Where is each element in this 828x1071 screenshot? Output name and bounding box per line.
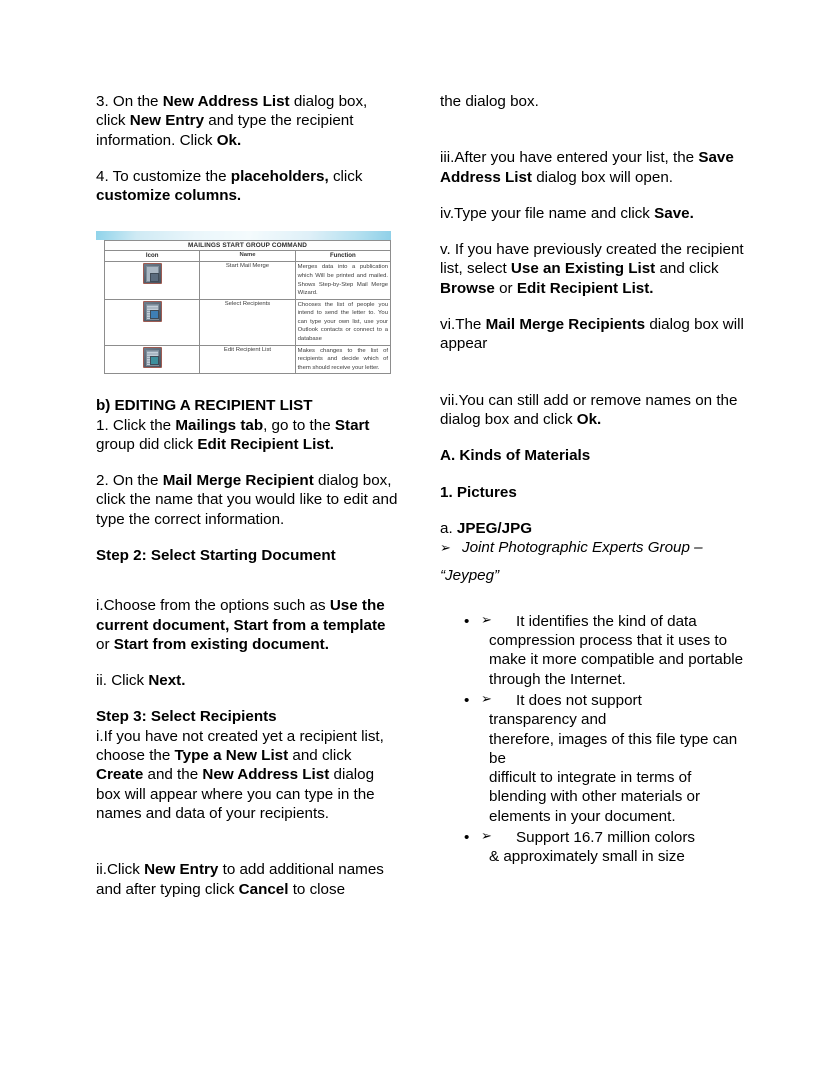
- cell-icon: [105, 299, 200, 345]
- text-seg: vi.The: [440, 316, 486, 334]
- jpeg-nickname-line: [440, 566, 744, 585]
- bold-mail-merge-recipient: Mail Merge Recipient: [162, 472, 314, 490]
- edit-mark: [150, 356, 159, 365]
- spacer: [440, 603, 744, 612]
- bold-edit-recipient-list: Edit Recipient List.: [197, 435, 335, 453]
- bold-start: Start: [334, 416, 370, 434]
- bold-mail-merge-recipients: Mail Merge Recipients: [485, 316, 646, 334]
- merge-mark: [150, 273, 159, 282]
- cell-function: Makes changes to the list of recipients and decide which of them should receive your letter.: [295, 345, 390, 374]
- paragraph-step2-ii: [96, 671, 399, 690]
- paragraph-vi: [440, 315, 744, 354]
- list-item-rest-line-1: transparency and: [489, 711, 607, 729]
- text-seg: iii.After you have entered your list, the: [440, 149, 699, 167]
- cell-icon: [105, 345, 200, 374]
- heading-step-2: Step 2: Select Starting Document: [96, 546, 336, 564]
- list-item-rest: & approximately small in size: [489, 848, 685, 866]
- text-seg: or: [494, 279, 517, 297]
- text-seg: and type the recipient information. Click: [96, 112, 354, 149]
- figure-top-banner: [96, 231, 391, 240]
- bullet-dot-icon: •: [464, 691, 470, 709]
- text-seg: i.Choose from the options such as: [96, 597, 330, 615]
- cell-function: Merges data into a publication which Will be printed and mailed. Shows Step-by-Step Mail Merge Wizard.: [295, 262, 390, 299]
- table-row: [105, 345, 391, 374]
- list-item-text: [489, 612, 744, 689]
- list-item-text: [489, 691, 744, 826]
- list-item-text: [489, 828, 744, 867]
- mail-merge-icon: [143, 263, 162, 284]
- text-seg: , go to the: [263, 416, 335, 434]
- edit-recipient-list-icon: [143, 347, 162, 368]
- list-item-first-line: It identifies the kind of data: [516, 612, 697, 630]
- jpeg-feature-list: [440, 612, 744, 867]
- list-item-rest-line-3: difficult to integrate in terms of blending with other materials or elements in your document.: [489, 769, 701, 825]
- paragraph-continuation: the dialog box.: [440, 93, 539, 110]
- figure-mailings-start-group-table: [96, 231, 391, 374]
- heading-kinds-of-materials: A. Kinds of Materials: [440, 447, 591, 465]
- bold-cancel: Cancel: [238, 880, 289, 898]
- column-header-function: Function: [295, 251, 390, 262]
- bold-create: Create: [96, 766, 144, 784]
- jpeg-definition-line: [440, 538, 744, 557]
- text-seg: 1. Click the: [96, 416, 176, 434]
- table-title: MAILINGS START GROUP COMMAND: [105, 241, 391, 251]
- bullet-dot-icon: •: [464, 829, 470, 847]
- bold-new-address-list: New Address List: [162, 93, 290, 110]
- list-item: [440, 691, 744, 826]
- paragraph-step4-placeholders: [96, 167, 399, 206]
- bold-new-entry: New Entry: [129, 112, 205, 130]
- column-header-name: Name: [200, 251, 295, 262]
- column-header-icon: Icon: [105, 251, 200, 262]
- bold-new-address-list-2: New Address List: [202, 766, 330, 784]
- cell-function: Chooses the list of people you intend to send the letter to. You can type your own list, use your Outlook contacts or connect to a database: [295, 299, 390, 345]
- paragraph-v: [440, 240, 744, 298]
- paragraph-edit-step2: [96, 471, 399, 529]
- select-mark: [150, 310, 159, 319]
- bold-use-existing-list: Use an Existing List: [510, 260, 656, 278]
- bold-jpeg-jpg: JPEG/JPG: [456, 519, 533, 537]
- cell-icon: [105, 262, 200, 299]
- left-column: [96, 92, 399, 916]
- text-seg: click: [328, 167, 363, 185]
- spacer: [96, 565, 399, 596]
- text-seg: ii. Click: [96, 672, 149, 690]
- bold-ok-2: Ok.: [576, 410, 602, 428]
- text-seg: and click: [288, 747, 352, 765]
- text-seg: 4. To customize the: [96, 167, 231, 185]
- bold-new-entry-2: New Entry: [144, 861, 219, 879]
- arrow-icon: ➢: [481, 611, 492, 627]
- list-item-first-line: Support 16.7 million colors: [516, 829, 695, 847]
- table-header-row: [105, 251, 391, 262]
- bold-type-a-new-list: Type a New List: [174, 747, 289, 765]
- arrow-icon: ➢: [440, 540, 451, 556]
- arrow-icon: ➢: [481, 690, 492, 706]
- text-seg: 2. On the: [96, 472, 163, 490]
- bold-save: Save.: [654, 204, 694, 222]
- text-seg: to add additional names and after typing click: [96, 861, 384, 898]
- bold-save-address-list: Save Address List: [440, 149, 734, 186]
- list-item-first-line: It does not support: [516, 691, 642, 709]
- spacer: [440, 371, 744, 391]
- text-seg: a.: [440, 519, 457, 537]
- table-row: [105, 262, 391, 299]
- bullet-dot-icon: •: [464, 612, 470, 630]
- jpeg-definition-text: Joint Photographic Experts Group –: [462, 539, 703, 557]
- paragraph-iii: [440, 148, 744, 187]
- text-seg: dialog box, click: [96, 93, 368, 130]
- text-seg: 3. On the: [96, 93, 163, 110]
- bold-edit-recipient-list-2: Edit Recipient List.: [516, 279, 654, 297]
- spacer: [96, 840, 399, 860]
- paragraph-step2-i: [96, 596, 399, 654]
- text-seg: ii.Click: [96, 861, 145, 879]
- bold-customize-columns: customize columns.: [96, 187, 242, 205]
- arrow-icon: ➢: [481, 828, 492, 844]
- text-seg: to close: [288, 880, 346, 898]
- bold-next: Next.: [148, 672, 186, 690]
- table-row: [105, 299, 391, 345]
- list-item: [440, 612, 744, 689]
- text-seg: i.If you have not created yet a recipient list, choose the: [96, 727, 384, 765]
- text-seg: and the: [143, 766, 203, 784]
- spacer: [440, 557, 744, 566]
- text-seg: or: [96, 635, 114, 653]
- paragraph-iv: [440, 204, 744, 223]
- paragraph-step3-newaddresslist: [96, 92, 399, 150]
- cell-name: Edit Recipient List: [200, 345, 295, 374]
- paragraph-edit-step1: [96, 416, 399, 455]
- list-item-rest: compression process that it uses to make it more compatible and portable through the Internet.: [489, 632, 744, 688]
- bold-starting-doc-options: Use the current document, Start from a template: [96, 597, 386, 634]
- jpeg-nickname-text: “Jeypeg”: [440, 567, 500, 585]
- text-seg: dialog box will appear: [440, 316, 744, 353]
- text-seg: dialog box, click the name that you would like to edit and type the correct information.: [96, 472, 398, 528]
- paragraph-step3-i: [96, 727, 399, 823]
- bold-placeholders: placeholders,: [230, 167, 329, 185]
- bold-browse: Browse: [440, 279, 495, 297]
- right-column: [440, 92, 744, 916]
- mailings-command-table: [104, 240, 391, 374]
- select-recipients-icon: [143, 301, 162, 322]
- cell-name: Start Mail Merge: [200, 262, 295, 299]
- text-seg: dialog box will appear where you can type in the names and data of your recipients.: [96, 766, 375, 822]
- table-title-row: [105, 241, 391, 251]
- two-column-body: [96, 92, 744, 916]
- paragraph-vii: [440, 391, 744, 430]
- heading-step-3: Step 3: Select Recipients: [96, 708, 277, 726]
- text-seg: and click: [655, 260, 719, 278]
- bold-start-from-existing: Start from existing document.: [113, 635, 329, 653]
- list-item: [440, 828, 744, 867]
- bold-mailings-tab: Mailings tab: [175, 416, 264, 434]
- text-seg: dialog box will open.: [532, 168, 673, 186]
- list-item-rest-line-2: therefore, images of this file type can be: [489, 730, 738, 767]
- heading-editing-recipient-list: b) EDITING A RECIPIENT LIST: [96, 397, 313, 415]
- text-seg: v. If you have previously created the recipient list, select: [440, 241, 744, 278]
- paragraph-step3-ii: [96, 860, 399, 899]
- spacer: [440, 128, 744, 148]
- text-seg: group did click: [96, 435, 198, 453]
- bold-ok: Ok.: [216, 131, 242, 149]
- text-seg: iv.Type your file name and click: [440, 204, 655, 222]
- heading-pictures: 1. Pictures: [440, 483, 517, 501]
- heading-jpeg: [440, 519, 744, 538]
- cell-name: Select Recipients: [200, 299, 295, 345]
- text-seg: vii.You can still add or remove names on the dialog box and click: [440, 391, 738, 428]
